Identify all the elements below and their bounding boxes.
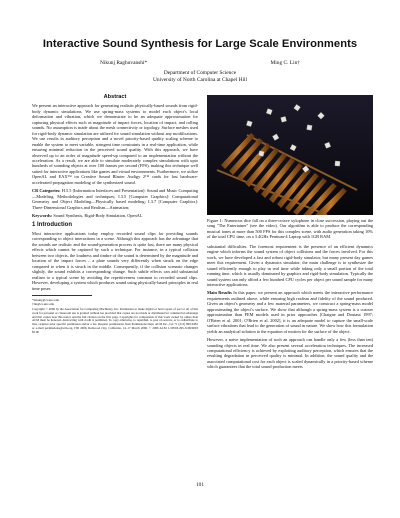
footnote-1: *nikunj@cs.unc.edu — [32, 297, 60, 302]
section-introduction-heading: 1 Introduction — [32, 221, 72, 228]
figure-1-image — [207, 95, 373, 215]
keywords — [32, 213, 198, 218]
acceleration-paragraph: However, a naïve implementation of such an approach can handle only a few (less than ten) sounding objects in real time. We also present several acceleration techniques. The increased computational efficiency is achieved by exploiting auditory perception, which ensures that the resulting degradation in perceived quality is minimal. In addition, the sound quality and the associated computational cost for each object is scaled dynamically in a priority-based scheme which guarantees that the total sound production meets — [207, 337, 373, 370]
main-results-paragraph — [207, 290, 373, 334]
cr-label: CR Categories: — [32, 188, 61, 194]
main-results-label: Main Results — [207, 290, 232, 296]
author-list — [100, 60, 300, 66]
page-number: 101 — [195, 482, 205, 488]
abstract-text: We present an interactive approach for generating realistic physically-based sounds from rigid-body dynamic simulations. We use spring-mass systems to model each object's local deformation and vibration, which we demonstrate to be an adequate approximation for capturing physical effects such as magnitude of impact forces, location of impact, and rolling sounds. No assumption is made about the mesh connectivity or topology. Surface meshes used for rigid-body dynamic simulation are utilized for sound simulation without any modifications. We use results in auditory perception and a novel priority-based quality scaling scheme to enable the system to meet variable, stringent time constraints in a real-time application, while ensuring minimal reduction in the perceived sound quality. With this approach, we have observed up to an order of magnitude speed-up compared to an implementation without the acceleration. As a result, we are able to simulate moderately complex simulations with upto hundreds of sounding objects at over 100 frames per second (FPS), making this technique well suited for interactive applications like games and virtual environments. Furthermore, we utilize OpenAL and EAX™ on Creative Sound Blaster Audigy 2™ cards for fast hardware-accelerated propagation modeling of the synthesized sound. — [32, 103, 198, 185]
keywords-label: Keywords: — [32, 213, 53, 219]
cr-text: H.5.5 [Information Interfaces and Presentation]: Sound and Music Computing—Modeling, Methodologies and techniques; I.3.5 [Computer Graphics]: Computational Geometry and Object Modeling—Physically based modeling; I.3.7 [Computer Graphics]: Three-Dimensional Graphics and Realism—Animation; — [32, 188, 198, 210]
keywords-text: Sound Synthesis, Rigid-Body Simulation, OpenAL — [53, 213, 143, 219]
introduction-text: Most interactive applications today employ recorded sound clips for providing sounds corresponding to object interactions in a scene. Although this approach has the advantage that the sounds are realistic and the sound-generation process is quite fast, there are many physical effects which cannot be captured by such a technique. For instance, in a typical collision between two objects, the loudness and timbre of the sound is determined by the magnitude and location of the impact forces – a plate sounds very differently when struck on the edge compared to when it is struck in the middle. Consequently, if the collision scenario changes slightly, the sound exhibits a corresponding change. Such subtle effects can add substantial realism to a typical scene by avoiding the repetitiveness common to recorded sound clips. However, developing a system which produces sound using physically-based principles in real time poses — [32, 230, 198, 291]
main-results-text: In this paper, we present an approach which meets the interactive performance requirements outlined above, while ensuring high realism and fidelity of the sound produced. Given an object's geometry and a few material parameters, we construct a spring-mass model approximating the object's surface. We show that although a spring-mass system is a coarser approximation than FEM models used in prior approaches [Chaigne and Doutaut 1997; O'Brien et al. 2001; O'Brien et al. 2002], it is an adequate model to capture the small-scale surface vibrations that lead to the generation of sound in nature. We show how this formulation yields an analytical solution to the equation of motion for the surface of the object. — [207, 290, 373, 334]
affiliation-department: Department of Computer Science — [163, 70, 237, 76]
xylophone-dice-render — [207, 95, 373, 215]
footnote-2: †lin@cs.unc.edu — [32, 301, 55, 306]
copyright-notice: Copyright © 2006 by the Association for Computing Machinery, Inc. Permission to make digital or hard copies of part or all of this work for personal or classroom use is granted without fee provided that copies are not made or distributed for commercial advantage and that copies bear this notice and the full citation on the first page. Copyrights for components of this work owned by others than ACM must be honored. Abstracting with credit is permitted. To copy otherwise, to republish, to post on servers, or to redistribute to lists, requires prior specific permission and/or a fee. Request permissions from Permissions Dept, ACM Inc., fax +1 (212) 869-0481 or e-mail permissions@acm.org. I3D 2006, Redwood City, California, 14–17 March 2006. © 2006 ACM 1-59593-295-X/06/0003 $5.00 — [32, 306, 198, 334]
figure-1-caption: Figure 1: Numerous dice fall on a three-octave xylophone in close succession, playing out the song "The Entertainer" (see the video). Our algorithm is able to produce the corresponding musical tones at more than 500 FPS for this complex scene, with audio generation taking 10% of the total CPU time, on a 3.4GHz Pentium-4 Laptop with 1GB RAM. — [207, 218, 373, 240]
cr-categories — [32, 188, 198, 210]
abstract-heading: Abstract — [103, 94, 127, 100]
author-1: Nikunj Raghuvanshi* — [100, 60, 148, 66]
paper-title: Interactive Sound Synthesis for Large Scale Environments — [42, 38, 358, 50]
right-column — [207, 95, 373, 373]
footnote-rule — [32, 295, 92, 296]
affiliation-university: University of North Carolina at Chapel Hill — [152, 77, 248, 83]
intro-continued-text: substantial difficulties. The foremost requirement is the presence of an efficient dynamics engine which informs the sound system of object collisions and the forces involved. For this work, we have developed a fast and robust rigid-body simulator, but many present day games meet this requirement. Given a dynamics simulator, the main challenge is to synthesize the sound efficiently enough to play in real time while taking only a small portion of the total running time, which is usually dominated by graphics and rigid-body simulation. Typically the sound system can only afford a few hundred CPU cycles per object per sound sample for many interactive applications. — [207, 243, 373, 287]
left-column — [32, 95, 198, 335]
author-2: Ming C. Lin† — [270, 60, 300, 66]
